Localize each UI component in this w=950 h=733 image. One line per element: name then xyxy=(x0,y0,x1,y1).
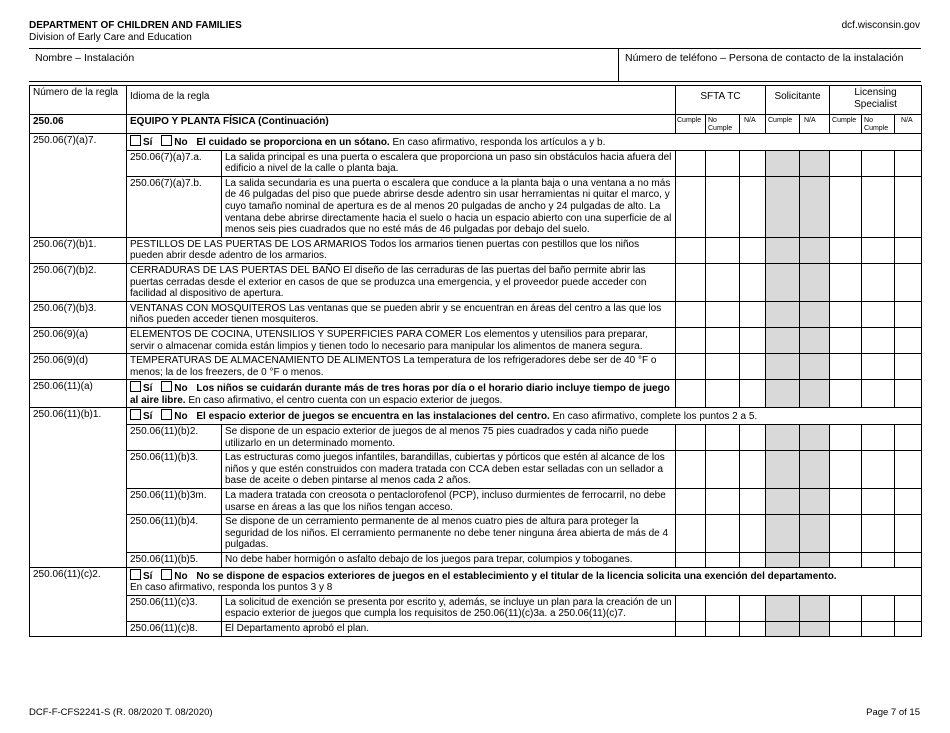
check-cell[interactable] xyxy=(766,621,800,636)
check-cell[interactable] xyxy=(766,237,800,263)
check-cell[interactable] xyxy=(800,451,830,489)
check-cell[interactable] xyxy=(830,621,862,636)
check-cell[interactable] xyxy=(766,150,800,176)
check-cell[interactable] xyxy=(740,150,766,176)
check-cell[interactable] xyxy=(740,553,766,568)
check-cell[interactable] xyxy=(676,451,706,489)
check-cell[interactable] xyxy=(676,515,706,553)
check-cell[interactable] xyxy=(740,354,766,380)
rule-number: 250.06(9)(a) xyxy=(30,327,127,353)
check-cell[interactable] xyxy=(706,301,740,327)
no-checkbox[interactable] xyxy=(161,381,172,392)
rule-number: 250.06(11)(a) xyxy=(30,380,127,408)
si-label: Sí xyxy=(143,383,153,395)
check-cell[interactable] xyxy=(800,380,830,408)
contact-phone-label: Número de teléfono – Persona de contacto de la instalación xyxy=(625,52,904,64)
rule-number: 250.06(7)(b)2. xyxy=(30,263,127,301)
check-cell[interactable] xyxy=(766,327,800,353)
check-cell[interactable] xyxy=(740,425,766,451)
table-row xyxy=(30,595,922,621)
si-checkbox[interactable] xyxy=(130,569,141,580)
rule-question-note: En caso afirmativo, complete los puntos 2 a 5. xyxy=(549,411,758,423)
sub-rule-text: No debe haber hormigón o asfalto debajo de los juegos para trepar, columpios y toboganes. xyxy=(222,553,676,568)
sub-rule-number: 250.06(7)(a)7.b. xyxy=(127,176,222,237)
col-sfta-tc: SFTA TC xyxy=(676,86,766,115)
check-cell[interactable] xyxy=(766,176,800,237)
check-cell[interactable] xyxy=(895,489,922,515)
check-cell[interactable] xyxy=(800,425,830,451)
check-cell[interactable] xyxy=(676,301,706,327)
check-cell[interactable] xyxy=(676,354,706,380)
department-name: DEPARTMENT OF CHILDREN AND FAMILIES xyxy=(29,20,242,31)
check-cell[interactable] xyxy=(862,327,895,353)
sub-rule-number: 250.06(11)(b)3. xyxy=(127,451,222,489)
check-cell[interactable] xyxy=(740,176,766,237)
check-cell[interactable] xyxy=(706,327,740,353)
check-cell[interactable] xyxy=(830,553,862,568)
sub-rule-text: La solicitud de exención se presenta por escrito y, además, se incluye un plan para la creación de un espacio exterior de juegos que cumpla los requisitos de 250.06(11)(c)3a. a 250.06(11)(c)7. xyxy=(222,595,676,621)
check-cell[interactable] xyxy=(800,301,830,327)
check-cell[interactable] xyxy=(766,301,800,327)
check-cell[interactable] xyxy=(740,595,766,621)
check-cell[interactable] xyxy=(862,380,895,408)
no-label: No xyxy=(174,411,188,423)
sub-rule-number: 250.06(11)(b)4. xyxy=(127,515,222,553)
check-cell[interactable] xyxy=(766,595,800,621)
table-row xyxy=(30,425,922,451)
no-label: No xyxy=(174,383,188,395)
check-cell[interactable] xyxy=(830,150,862,176)
rule-question-note: En caso afirmativo, el centro cuenta con un espacio exterior de juegos. xyxy=(185,394,503,406)
rule-question-note: En caso afirmativo, responda los puntos 3 y 8 xyxy=(130,582,333,594)
table-row xyxy=(30,301,922,327)
check-cell[interactable] xyxy=(706,176,740,237)
check-cell[interactable] xyxy=(740,451,766,489)
check-cell[interactable] xyxy=(706,150,740,176)
check-cell[interactable] xyxy=(830,263,862,301)
contact-phone-field[interactable] xyxy=(619,49,921,81)
check-cell[interactable] xyxy=(706,354,740,380)
table-row xyxy=(30,451,922,489)
check-cell[interactable] xyxy=(800,354,830,380)
section-title: EQUIPO Y PLANTA FÍSICA (Continuación) xyxy=(127,115,676,134)
sub-rule-number: 250.06(11)(c)8. xyxy=(127,621,222,636)
check-cell[interactable] xyxy=(895,263,922,301)
check-cell[interactable] xyxy=(766,515,800,553)
check-cell[interactable] xyxy=(895,150,922,176)
table-row xyxy=(30,621,922,636)
sfta-na-header: N/A xyxy=(740,115,766,134)
no-checkbox[interactable] xyxy=(161,135,172,146)
section-header-row xyxy=(30,115,922,134)
check-cell[interactable] xyxy=(830,176,862,237)
si-checkbox[interactable] xyxy=(130,409,141,420)
check-cell[interactable] xyxy=(830,301,862,327)
check-cell[interactable] xyxy=(676,489,706,515)
check-cell[interactable] xyxy=(895,327,922,353)
check-cell[interactable] xyxy=(676,327,706,353)
rule-text: VENTANAS CON MOSQUITEROS Las ventanas que se pueden abrir y se encuentran en áreas del centro a las que los niños pueden acceder tienen mosquiteros. xyxy=(127,301,676,327)
check-cell[interactable] xyxy=(800,263,830,301)
rule-question-note: En caso afirmativo, responda los artículos a y b. xyxy=(389,137,606,148)
si-checkbox[interactable] xyxy=(130,381,141,392)
check-cell[interactable] xyxy=(830,327,862,353)
check-cell[interactable] xyxy=(895,301,922,327)
sub-rule-text: Se dispone de un cerramiento permanente de al menos cuatro pies de altura para proteger la seguridad de los niños. El cerramiento permanente no debe tener ninguna área abierta de más de 4 pulgadas. xyxy=(222,515,676,553)
rules-table xyxy=(29,85,922,637)
check-cell[interactable] xyxy=(862,515,895,553)
check-cell[interactable] xyxy=(706,425,740,451)
check-cell[interactable] xyxy=(862,489,895,515)
check-cell[interactable] xyxy=(862,595,895,621)
no-checkbox[interactable] xyxy=(161,409,172,420)
rule-text xyxy=(127,408,922,425)
check-cell[interactable] xyxy=(766,553,800,568)
col-applicant: Solicitante xyxy=(766,86,830,115)
section-number: 250.06 xyxy=(30,115,127,134)
sfta-cumple-header: Cumple xyxy=(676,115,706,134)
rule-question: No se dispone de espacios exteriores de juegos en el establecimiento y el titular de la licencia solicita una exención del departamento. xyxy=(196,570,837,582)
check-cell[interactable] xyxy=(706,553,740,568)
check-cell[interactable] xyxy=(800,595,830,621)
check-cell[interactable] xyxy=(862,150,895,176)
ls-no-cumple-header: No Cumple xyxy=(862,115,895,134)
check-cell[interactable] xyxy=(740,263,766,301)
check-cell[interactable] xyxy=(895,595,922,621)
check-cell[interactable] xyxy=(766,380,800,408)
check-cell[interactable] xyxy=(895,354,922,380)
table-row xyxy=(30,263,922,301)
check-cell[interactable] xyxy=(800,150,830,176)
check-cell[interactable] xyxy=(706,595,740,621)
table-row xyxy=(30,354,922,380)
check-cell[interactable] xyxy=(830,380,862,408)
facility-name-label: Nombre – Instalación xyxy=(35,52,135,64)
table-row xyxy=(30,237,922,263)
sub-rule-text: La salida secundaria es una puerta o escalera que conduce a la planta baja o una ventana a no más de 46 pulgadas del piso que puede abrirse desde adentro sin usar herramientas ni quitar el marco, y cuyo tamaño nominal de apertura es de al menos 20 pulgadas de ancho y 24 pulgadas de alto. La ventana debe abrirse directamente hacia el suelo o hacia un espacio abierto con una superficie de al menos seis pies cuadrados que no esté más de 46 pulgadas por debajo del suelo. xyxy=(222,176,676,237)
check-cell[interactable] xyxy=(676,595,706,621)
no-checkbox[interactable] xyxy=(161,569,172,580)
rule-text xyxy=(127,567,922,595)
check-cell[interactable] xyxy=(706,515,740,553)
table-row xyxy=(30,327,922,353)
check-cell[interactable] xyxy=(706,380,740,408)
check-cell[interactable] xyxy=(895,176,922,237)
check-cell[interactable] xyxy=(862,621,895,636)
table-header-row xyxy=(30,86,922,115)
form-id: DCF-F-CFS2241-S (R. 08/2020 T. 08/2020) xyxy=(29,707,213,718)
check-cell[interactable] xyxy=(800,621,830,636)
sub-rule-number: 250.06(11)(b)2. xyxy=(127,425,222,451)
check-cell[interactable] xyxy=(766,425,800,451)
table-row xyxy=(30,515,922,553)
table-row xyxy=(30,553,922,568)
rule-number: 250.06(7)(b)3. xyxy=(30,301,127,327)
check-cell[interactable] xyxy=(740,489,766,515)
check-cell[interactable] xyxy=(895,380,922,408)
check-cell[interactable] xyxy=(862,354,895,380)
check-cell[interactable] xyxy=(830,515,862,553)
division-name: Division of Early Care and Education xyxy=(29,32,192,43)
website-label: dcf.wisconsin.gov xyxy=(841,20,920,31)
col-licensing-specialist: Licensing Specialist xyxy=(830,86,922,115)
no-label: No xyxy=(174,570,188,582)
check-cell[interactable] xyxy=(895,237,922,263)
sub-rule-text: Las estructuras como juegos infantiles, barandillas, cubiertas y pórticos que estén al alcance de los niños y que estén construidos con madera tratada con CCA deben estar selladas con un sellador a base de aceite o deben pintarse al menos cada 2 años. xyxy=(222,451,676,489)
check-cell[interactable] xyxy=(895,515,922,553)
check-cell[interactable] xyxy=(740,621,766,636)
si-label: Sí xyxy=(143,570,153,582)
ls-cumple-header: Cumple xyxy=(830,115,862,134)
check-cell[interactable] xyxy=(740,380,766,408)
rule-number: 250.06(11)(b)1. xyxy=(30,408,127,567)
check-cell[interactable] xyxy=(830,451,862,489)
facility-info-row xyxy=(29,48,921,82)
document-header xyxy=(29,20,242,44)
check-cell[interactable] xyxy=(706,489,740,515)
rule-text: PESTILLOS DE LAS PUERTAS DE LOS ARMARIOS Todos los armarios tienen puertas con pestillos que los niños pueden abrir desde adentro de los armarios. xyxy=(127,237,676,263)
col-rule-number: Número de la regla xyxy=(30,86,127,115)
check-cell[interactable] xyxy=(800,327,830,353)
applicant-cumple-header: Cumple xyxy=(766,115,800,134)
sub-rule-number: 250.06(7)(a)7.a. xyxy=(127,150,222,176)
col-rule-language: Idioma de la regla xyxy=(127,86,676,115)
rule-text xyxy=(127,134,922,151)
check-cell[interactable] xyxy=(895,621,922,636)
si-checkbox[interactable] xyxy=(130,135,141,146)
si-label: Sí xyxy=(143,137,153,148)
check-cell[interactable] xyxy=(800,176,830,237)
rule-text: TEMPERATURAS DE ALMACENAMIENTO DE ALIMENTOS La temperatura de los refrigeradores debe ser de 40 °F o menos; la de los freezers, de 0 °F o menos. xyxy=(127,354,676,380)
table-row xyxy=(30,489,922,515)
rule-text: CERRADURAS DE LAS PUERTAS DEL BAÑO El diseño de las cerraduras de las puertas del baño permite abrir las puertas cerradas desde el exterior en casos de que se produzca una emergencia, y el proveedor puede acceder con facilidad al dispositivo de apertura. xyxy=(127,263,676,301)
check-cell[interactable] xyxy=(830,489,862,515)
check-cell[interactable] xyxy=(766,489,800,515)
check-cell[interactable] xyxy=(862,451,895,489)
check-cell[interactable] xyxy=(676,621,706,636)
sub-rule-text: La madera tratada con creosota o pentaclorofenol (PCP), incluso durmientes de ferrocarril, no debe usarse en áreas a las que los niños tengan acceso. xyxy=(222,489,676,515)
check-cell[interactable] xyxy=(706,621,740,636)
sub-rule-number: 250.06(11)(c)3. xyxy=(127,595,222,621)
check-cell[interactable] xyxy=(800,489,830,515)
check-cell[interactable] xyxy=(862,263,895,301)
check-cell[interactable] xyxy=(676,380,706,408)
sub-rule-text: El Departamento aprobó el plan. xyxy=(222,621,676,636)
rule-question: El cuidado se proporciona en un sótano. xyxy=(196,137,390,148)
check-cell[interactable] xyxy=(862,176,895,237)
si-label: Sí xyxy=(143,411,153,423)
check-cell[interactable] xyxy=(706,263,740,301)
check-cell[interactable] xyxy=(895,425,922,451)
check-cell[interactable] xyxy=(766,263,800,301)
check-cell[interactable] xyxy=(676,150,706,176)
check-cell[interactable] xyxy=(895,553,922,568)
check-cell[interactable] xyxy=(766,354,800,380)
check-cell[interactable] xyxy=(862,301,895,327)
table-row xyxy=(30,380,922,408)
check-cell[interactable] xyxy=(895,451,922,489)
sub-rule-text: Se dispone de un espacio exterior de juegos de al menos 75 pies cuadrados y cada niño puede utilizarlo en un determinado momento. xyxy=(222,425,676,451)
check-cell[interactable] xyxy=(676,237,706,263)
check-cell[interactable] xyxy=(800,515,830,553)
rule-text xyxy=(127,380,676,408)
check-cell[interactable] xyxy=(676,553,706,568)
check-cell[interactable] xyxy=(740,301,766,327)
table-row xyxy=(30,150,922,176)
sfta-no-cumple-header: No Cumple xyxy=(706,115,740,134)
check-cell[interactable] xyxy=(740,237,766,263)
check-cell[interactable] xyxy=(830,595,862,621)
table-row xyxy=(30,567,922,595)
check-cell[interactable] xyxy=(706,237,740,263)
rule-number: 250.06(7)(a)7. xyxy=(30,134,127,238)
check-cell[interactable] xyxy=(676,425,706,451)
ls-na-header: N/A xyxy=(895,115,922,134)
check-cell[interactable] xyxy=(830,354,862,380)
sub-rule-number: 250.06(11)(b)5. xyxy=(127,553,222,568)
rule-number: 250.06(7)(b)1. xyxy=(30,237,127,263)
check-cell[interactable] xyxy=(862,425,895,451)
rule-text: ELEMENTOS DE COCINA, UTENSILIOS Y SUPERFICIES PARA COMER Los elementos y utensilios para preparar, servir o almacenar comida están limpios y tienen todo lo necesario para manipular los alimentos de manera segura. xyxy=(127,327,676,353)
no-label: No xyxy=(174,137,188,148)
table-row xyxy=(30,134,922,151)
check-cell[interactable] xyxy=(766,451,800,489)
check-cell[interactable] xyxy=(676,176,706,237)
rule-number: 250.06(11)(c)2. xyxy=(30,567,127,636)
check-cell[interactable] xyxy=(862,237,895,263)
page-number: Page 7 of 15 xyxy=(866,707,920,718)
applicant-na-header: N/A xyxy=(800,115,830,134)
check-cell[interactable] xyxy=(706,451,740,489)
facility-name-field[interactable] xyxy=(29,49,619,81)
rule-question: Los niños se cuidarán durante más de tres horas por día o el horario diario incluye tiempo de juego al aire libre. xyxy=(130,383,670,406)
check-cell[interactable] xyxy=(676,263,706,301)
sub-rule-text: La salida principal es una puerta o escalera que proporciona un paso sin obstáculos hacia afuera del edificio a nivel de la calle o planta baja. xyxy=(222,150,676,176)
table-row xyxy=(30,176,922,237)
check-cell[interactable] xyxy=(800,553,830,568)
check-cell[interactable] xyxy=(830,237,862,263)
check-cell[interactable] xyxy=(862,553,895,568)
sub-rule-number: 250.06(11)(b)3m. xyxy=(127,489,222,515)
check-cell[interactable] xyxy=(830,425,862,451)
check-cell[interactable] xyxy=(740,515,766,553)
rule-question: El espacio exterior de juegos se encuentra en las instalaciones del centro. xyxy=(196,411,550,423)
check-cell[interactable] xyxy=(800,237,830,263)
rule-number: 250.06(9)(d) xyxy=(30,354,127,380)
check-cell[interactable] xyxy=(740,327,766,353)
table-row xyxy=(30,408,922,425)
